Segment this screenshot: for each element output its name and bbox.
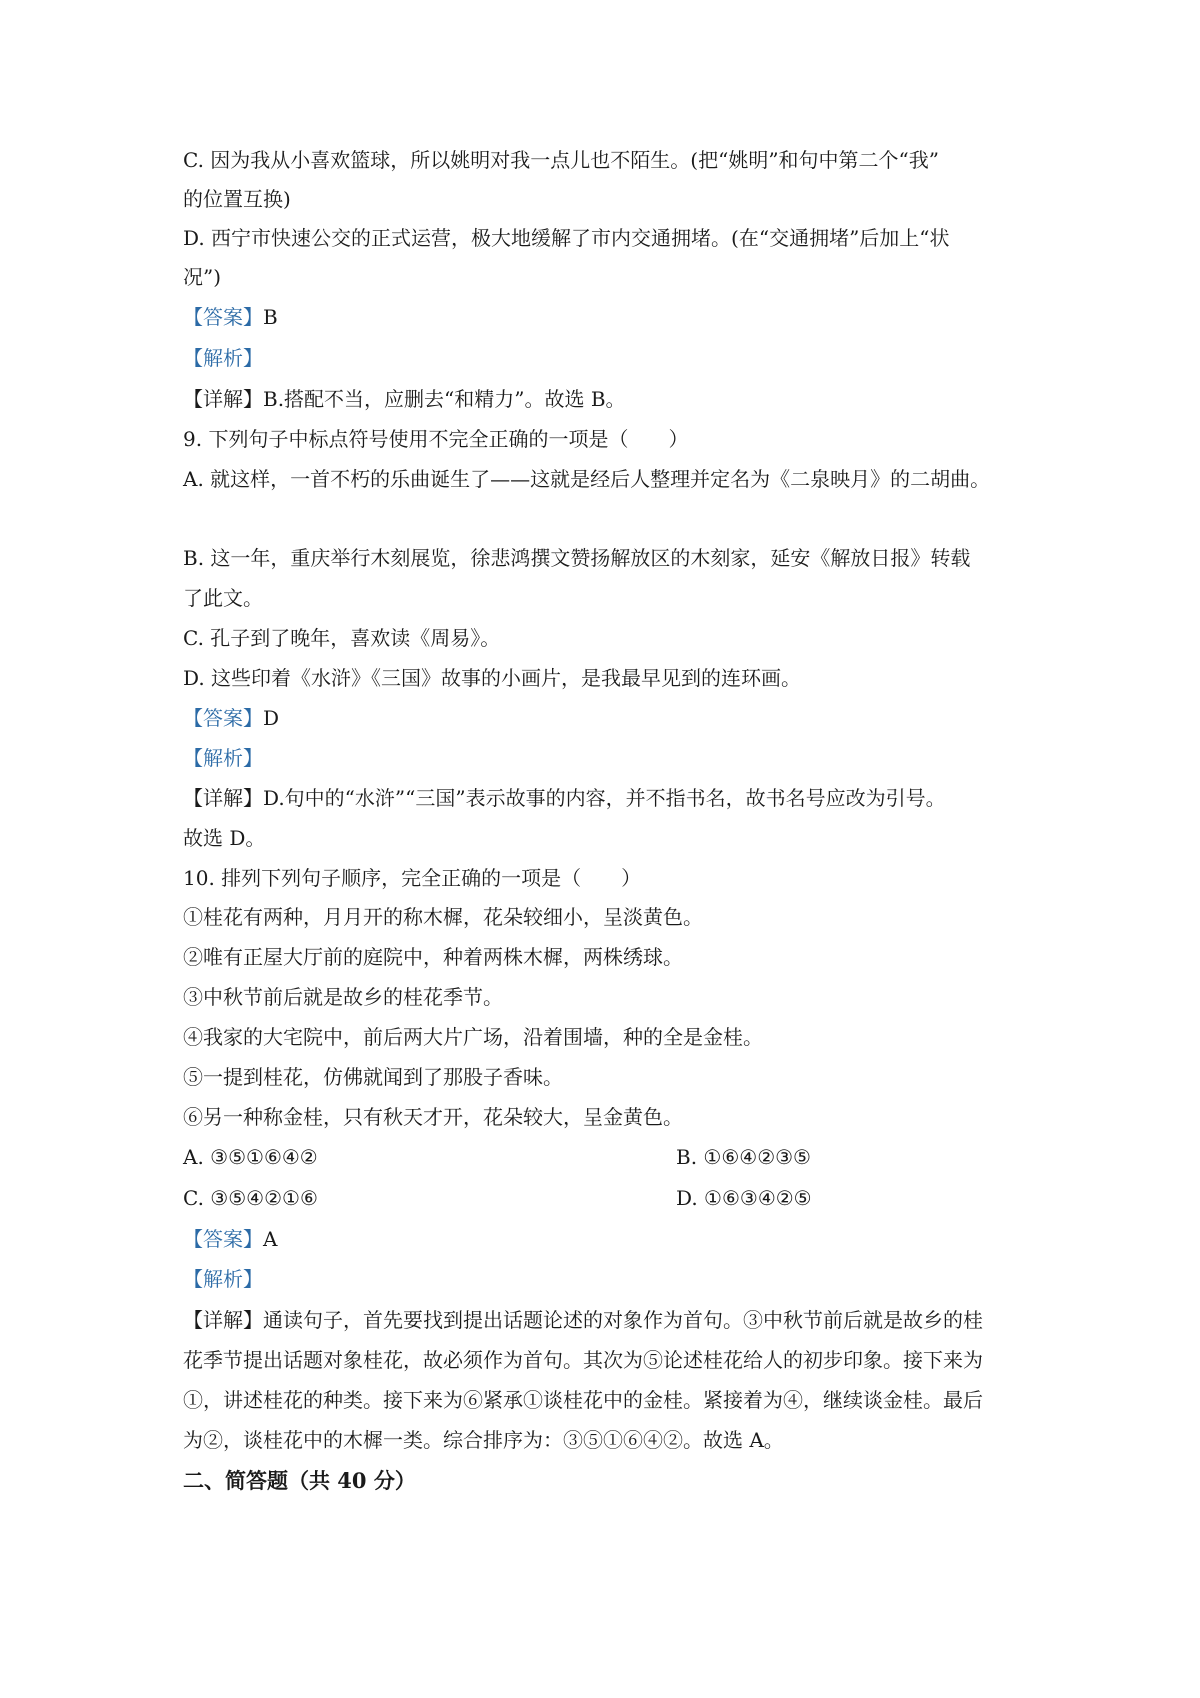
q8-option-c-line1: C. 因为我从小喜欢篮球，所以姚明对我一点儿也不陌生。(把“姚明”和句中第二个“我”: [183, 148, 940, 172]
detail-tag: 【详解】: [183, 1308, 263, 1332]
q9-option-b-line2: 了此文。: [183, 586, 263, 610]
answer-tag: 【答案】: [183, 706, 263, 730]
q8-detail: [183, 385, 1043, 413]
q9-answer: [183, 704, 1043, 732]
detail-text: D.句中的“水浒”“三国”表示故事的内容，并不指书名，故书名号应改为引号。: [263, 786, 946, 810]
q10-option-a: A. ③⑤①⑥④②: [183, 1145, 318, 1169]
q9-option-a: A. 就这样，一首不朽的乐曲诞生了——这就是经后人整理并定名为《二泉映月》的二胡曲。: [183, 467, 991, 491]
q8-option-c-line2: 的位置互换): [183, 187, 291, 211]
analysis-tag: 【解析】: [183, 346, 263, 370]
q10-analysis: [183, 1265, 1043, 1293]
analysis-tag: 【解析】: [183, 746, 263, 770]
analysis-tag: 【解析】: [183, 1267, 263, 1291]
q9-detail-line2: 故选 D。: [183, 826, 266, 850]
q9-detail-line1: [183, 784, 1043, 812]
answer-value: D: [263, 706, 280, 730]
answer-value: A: [263, 1227, 278, 1251]
q8-option-d-line1: D. 西宁市快速公交的正式运营，极大地缓解了市内交通拥堵。(在“交通拥堵”后加上“状: [183, 226, 950, 250]
q10-option-c: C. ③⑤④②①⑥: [183, 1186, 318, 1210]
q10-detail-line2: 花季节提出话题对象桂花，故必须作为首句。其次为⑤论述桂花给人的初步印象。接下来为: [183, 1348, 983, 1372]
q8-option-d-line2: 况”): [183, 265, 222, 289]
q9-option-c: C. 孔子到了晚年，喜欢读《周易》。: [183, 626, 501, 650]
q10-option-d: D. ①⑥③④②⑤: [676, 1186, 812, 1210]
q10-answer: [183, 1225, 1043, 1253]
q10-option-b: B. ①⑥④②③⑤: [676, 1145, 811, 1169]
q10-sentence-3: ③中秋节前后就是故乡的桂花季节。: [183, 985, 503, 1009]
q10-sentence-2: ②唯有正屋大厅前的庭院中，种着两株木樨，两株绣球。: [183, 945, 683, 969]
answer-tag: 【答案】: [183, 305, 263, 329]
q10-detail-line4: 为②，谈桂花中的木樨一类。综合排序为：③⑤①⑥④②。故选 A。: [183, 1428, 784, 1452]
section-heading: 二、简答题（共 40 分）: [183, 1468, 416, 1493]
detail-text: 通读句子，首先要找到提出话题论述的对象作为首句。③中秋节前后就是故乡的桂: [263, 1308, 983, 1332]
q10-detail-line3: ①，讲述桂花的种类。接下来为⑥紧承①谈桂花中的金桂。紧接着为④，继续谈金桂。最后: [183, 1388, 983, 1412]
q10-detail-line1: [183, 1306, 1043, 1334]
answer-tag: 【答案】: [183, 1227, 263, 1251]
q10-options-row1: [183, 1143, 1043, 1171]
q9-option-d: D. 这些印着《水浒》《三国》故事的小画片，是我最早见到的连环画。: [183, 666, 802, 690]
q8-analysis: [183, 344, 1043, 372]
answer-value: B: [263, 305, 278, 329]
q8-answer: [183, 303, 1043, 331]
q10-sentence-1: ①桂花有两种，月月开的称木樨，花朵较细小，呈淡黄色。: [183, 905, 703, 929]
q9-stem: 9. 下列句子中标点符号使用不完全正确的一项是（ ）: [183, 427, 689, 451]
detail-tag: 【详解】: [183, 387, 263, 411]
q10-sentence-6: ⑥另一种称金桂，只有秋天才开，花朵较大，呈金黄色。: [183, 1105, 683, 1129]
q10-sentence-5: ⑤一提到桂花，仿佛就闻到了那股子香味。: [183, 1065, 563, 1089]
q10-stem: 10. 排列下列句子顺序，完全正确的一项是（ ）: [183, 866, 642, 890]
q10-options-row2: [183, 1184, 1043, 1212]
detail-text: B.搭配不当，应删去“和精力”。故选 B。: [263, 387, 626, 411]
q9-analysis: [183, 744, 1043, 772]
detail-tag: 【详解】: [183, 786, 263, 810]
q10-sentence-4: ④我家的大宅院中，前后两大片广场，沿着围墙，种的全是金桂。: [183, 1025, 763, 1049]
q9-option-b-line1: B. 这一年，重庆举行木刻展览，徐悲鸿撰文赞扬解放区的木刻家，延安《解放日报》转载: [183, 546, 971, 570]
